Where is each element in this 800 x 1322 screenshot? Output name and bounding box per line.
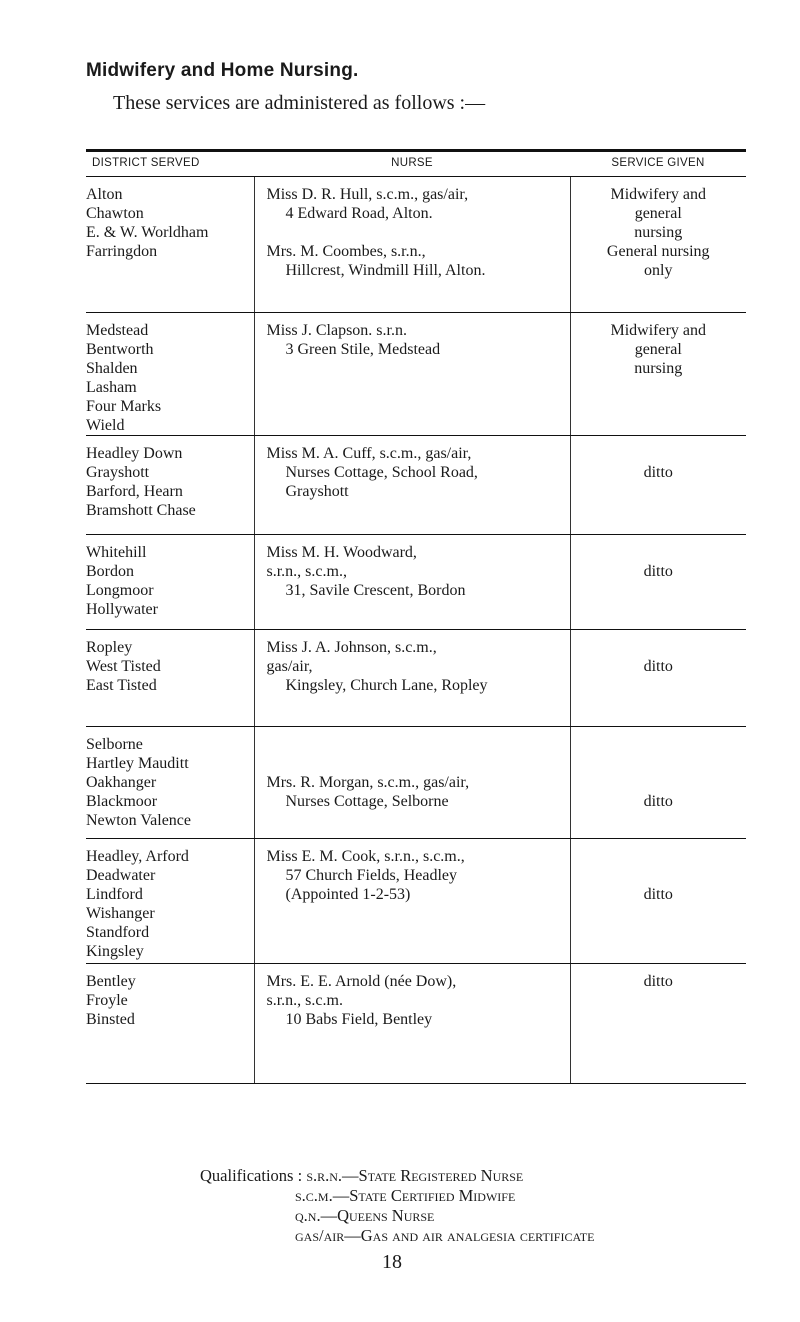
nurse-line xyxy=(267,223,570,242)
table-row xyxy=(86,177,746,313)
service-text: ditto xyxy=(643,973,673,990)
district-name: Lasham xyxy=(86,379,137,396)
service-text: only xyxy=(644,262,673,279)
district-name: E. & W. Worldham xyxy=(86,224,209,241)
service-cell xyxy=(570,535,746,630)
district-name: Blackmoor xyxy=(86,793,158,810)
nurse-line: Miss M. H. Woodward, xyxy=(266,544,417,561)
district-name: Grayshott xyxy=(86,464,150,481)
column-header-nurse: NURSE xyxy=(254,151,570,177)
nurse-line: Grayshott xyxy=(285,483,349,500)
page-number: 18 xyxy=(382,1251,402,1273)
table-row xyxy=(86,964,746,1084)
district-name: Standford xyxy=(86,924,150,941)
district-name: Binsted xyxy=(86,1011,135,1028)
nurse-line: s.r.n., s.c.m., xyxy=(266,563,347,580)
nurse-cell xyxy=(254,177,570,313)
service-text: nursing xyxy=(634,224,683,241)
nurse-line: Miss M. A. Cuff, s.c.m., gas/air, xyxy=(266,445,472,462)
district-name: Wield xyxy=(86,417,125,434)
nurse-line: gas/air, xyxy=(266,658,313,675)
district-name: Oakhanger xyxy=(86,774,157,791)
nurse-line: Hillcrest, Windmill Hill, Alton. xyxy=(285,262,486,279)
table-row xyxy=(86,630,746,727)
nurse-line: (Appointed 1-2-53) xyxy=(285,886,411,903)
table-row xyxy=(86,839,746,964)
district-name: Chawton xyxy=(86,205,144,222)
nurse-cell xyxy=(254,839,570,964)
district-name: Bordon xyxy=(86,563,134,580)
qualification-item: q.n.—Queens Nurse xyxy=(295,1206,435,1225)
district-name: Alton xyxy=(86,186,123,203)
district-name: Farringdon xyxy=(86,243,158,260)
district-name: Lindford xyxy=(86,886,143,903)
service-text: general xyxy=(634,205,682,222)
nurse-cell xyxy=(254,964,570,1084)
nurse-line: Mrs. M. Coombes, s.r.n., xyxy=(266,243,426,260)
nurse-line: 57 Church Fields, Headley xyxy=(285,867,458,884)
service-cell xyxy=(570,177,746,313)
service-cell xyxy=(570,630,746,727)
district-cell xyxy=(86,839,254,964)
nurse-cell xyxy=(254,313,570,436)
nurse-line: Mrs. R. Morgan, s.c.m., gas/air, xyxy=(266,774,470,791)
district-name: Kingsley xyxy=(86,943,144,960)
nurse-line: Mrs. E. E. Arnold (née Dow), xyxy=(266,973,457,990)
table-row xyxy=(86,535,746,630)
district-cell xyxy=(86,313,254,436)
qualification-item: gas/air—Gas and air analgesia certificate xyxy=(295,1226,595,1245)
section-heading: Midwifery and Home Nursing. xyxy=(86,60,359,81)
service-cell xyxy=(570,313,746,436)
district-name: Medstead xyxy=(86,322,149,339)
district-name: Ropley xyxy=(86,639,133,656)
nurse-line: Miss J. Clapson. s.r.n. xyxy=(266,322,407,339)
service-text: Midwifery and xyxy=(610,186,707,203)
service-cell xyxy=(570,727,746,839)
district-name: Bentley xyxy=(86,973,136,990)
nurse-line: 4 Edward Road, Alton. xyxy=(285,205,433,222)
service-text: ditto xyxy=(643,886,673,903)
district-name: East Tisted xyxy=(86,677,157,694)
service-text: Midwifery and xyxy=(610,322,707,339)
district-cell xyxy=(86,727,254,839)
nurse-line: Miss J. A. Johnson, s.c.m., xyxy=(266,639,437,656)
service-text: general xyxy=(634,341,682,358)
nurse-cell xyxy=(254,630,570,727)
nurse-line: Nurses Cottage, School Road, xyxy=(285,464,478,481)
district-name: Bramshott Chase xyxy=(86,502,196,519)
service-cell xyxy=(570,839,746,964)
service-text: ditto xyxy=(643,793,673,810)
service-text: ditto xyxy=(643,658,673,675)
nurse-line: Nurses Cottage, Selborne xyxy=(285,793,449,810)
qualifications-legend xyxy=(200,1166,594,1246)
district-name: Four Marks xyxy=(86,398,162,415)
district-name: Headley Down xyxy=(86,445,183,462)
district-name: West Tisted xyxy=(86,658,161,675)
nurse-line: 31, Savile Crescent, Bordon xyxy=(285,582,466,599)
district-name: Headley, Arford xyxy=(86,848,189,865)
service-cell xyxy=(570,436,746,535)
district-name: Hartley Mauditt xyxy=(86,755,189,772)
intro-text: These services are administered as follows :— xyxy=(113,92,486,114)
nurse-line: 3 Green Stile, Medstead xyxy=(285,341,441,358)
service-text: ditto xyxy=(643,563,673,580)
qualification-item: s.c.m.—State Certified Midwife xyxy=(295,1186,516,1205)
qualification-item: s.r.n.—State Registered Nurse xyxy=(306,1166,524,1185)
district-cell xyxy=(86,436,254,535)
column-header-district: DISTRICT SERVED xyxy=(86,151,254,177)
services-table xyxy=(86,149,746,1084)
table-row xyxy=(86,313,746,436)
table-row xyxy=(86,727,746,839)
nurse-line: Miss D. R. Hull, s.c.m., gas/air, xyxy=(266,186,469,203)
district-name: Hollywater xyxy=(86,601,158,618)
nurse-cell xyxy=(254,727,570,839)
district-cell xyxy=(86,177,254,313)
district-name: Wishanger xyxy=(86,905,155,922)
district-name: Froyle xyxy=(86,992,128,1009)
service-cell xyxy=(570,964,746,1084)
district-cell xyxy=(86,630,254,727)
column-header-service: SERVICE GIVEN xyxy=(570,151,746,177)
district-cell xyxy=(86,964,254,1084)
qualifications-label: Qualifications : xyxy=(200,1166,303,1185)
nurse-line: Miss E. M. Cook, s.r.n., s.c.m., xyxy=(266,848,465,865)
table-row xyxy=(86,436,746,535)
nurse-cell xyxy=(254,436,570,535)
district-name: Barford, Hearn xyxy=(86,483,183,500)
service-text: General nursing xyxy=(606,243,710,260)
nurse-line: s.r.n., s.c.m. xyxy=(266,992,343,1009)
nurse-line: 10 Babs Field, Bentley xyxy=(285,1011,433,1028)
district-name: Bentworth xyxy=(86,341,154,358)
nurse-line: Kingsley, Church Lane, Ropley xyxy=(285,677,488,694)
district-name: Longmoor xyxy=(86,582,154,599)
district-name: Selborne xyxy=(86,736,143,753)
district-cell xyxy=(86,535,254,630)
district-name: Deadwater xyxy=(86,867,156,884)
service-text: nursing xyxy=(634,360,683,377)
table-header-row xyxy=(86,151,746,177)
district-name: Newton Valence xyxy=(86,812,191,829)
district-name: Whitehill xyxy=(86,544,147,561)
nurse-cell xyxy=(254,535,570,630)
district-name: Shalden xyxy=(86,360,138,377)
service-text: ditto xyxy=(643,464,673,481)
